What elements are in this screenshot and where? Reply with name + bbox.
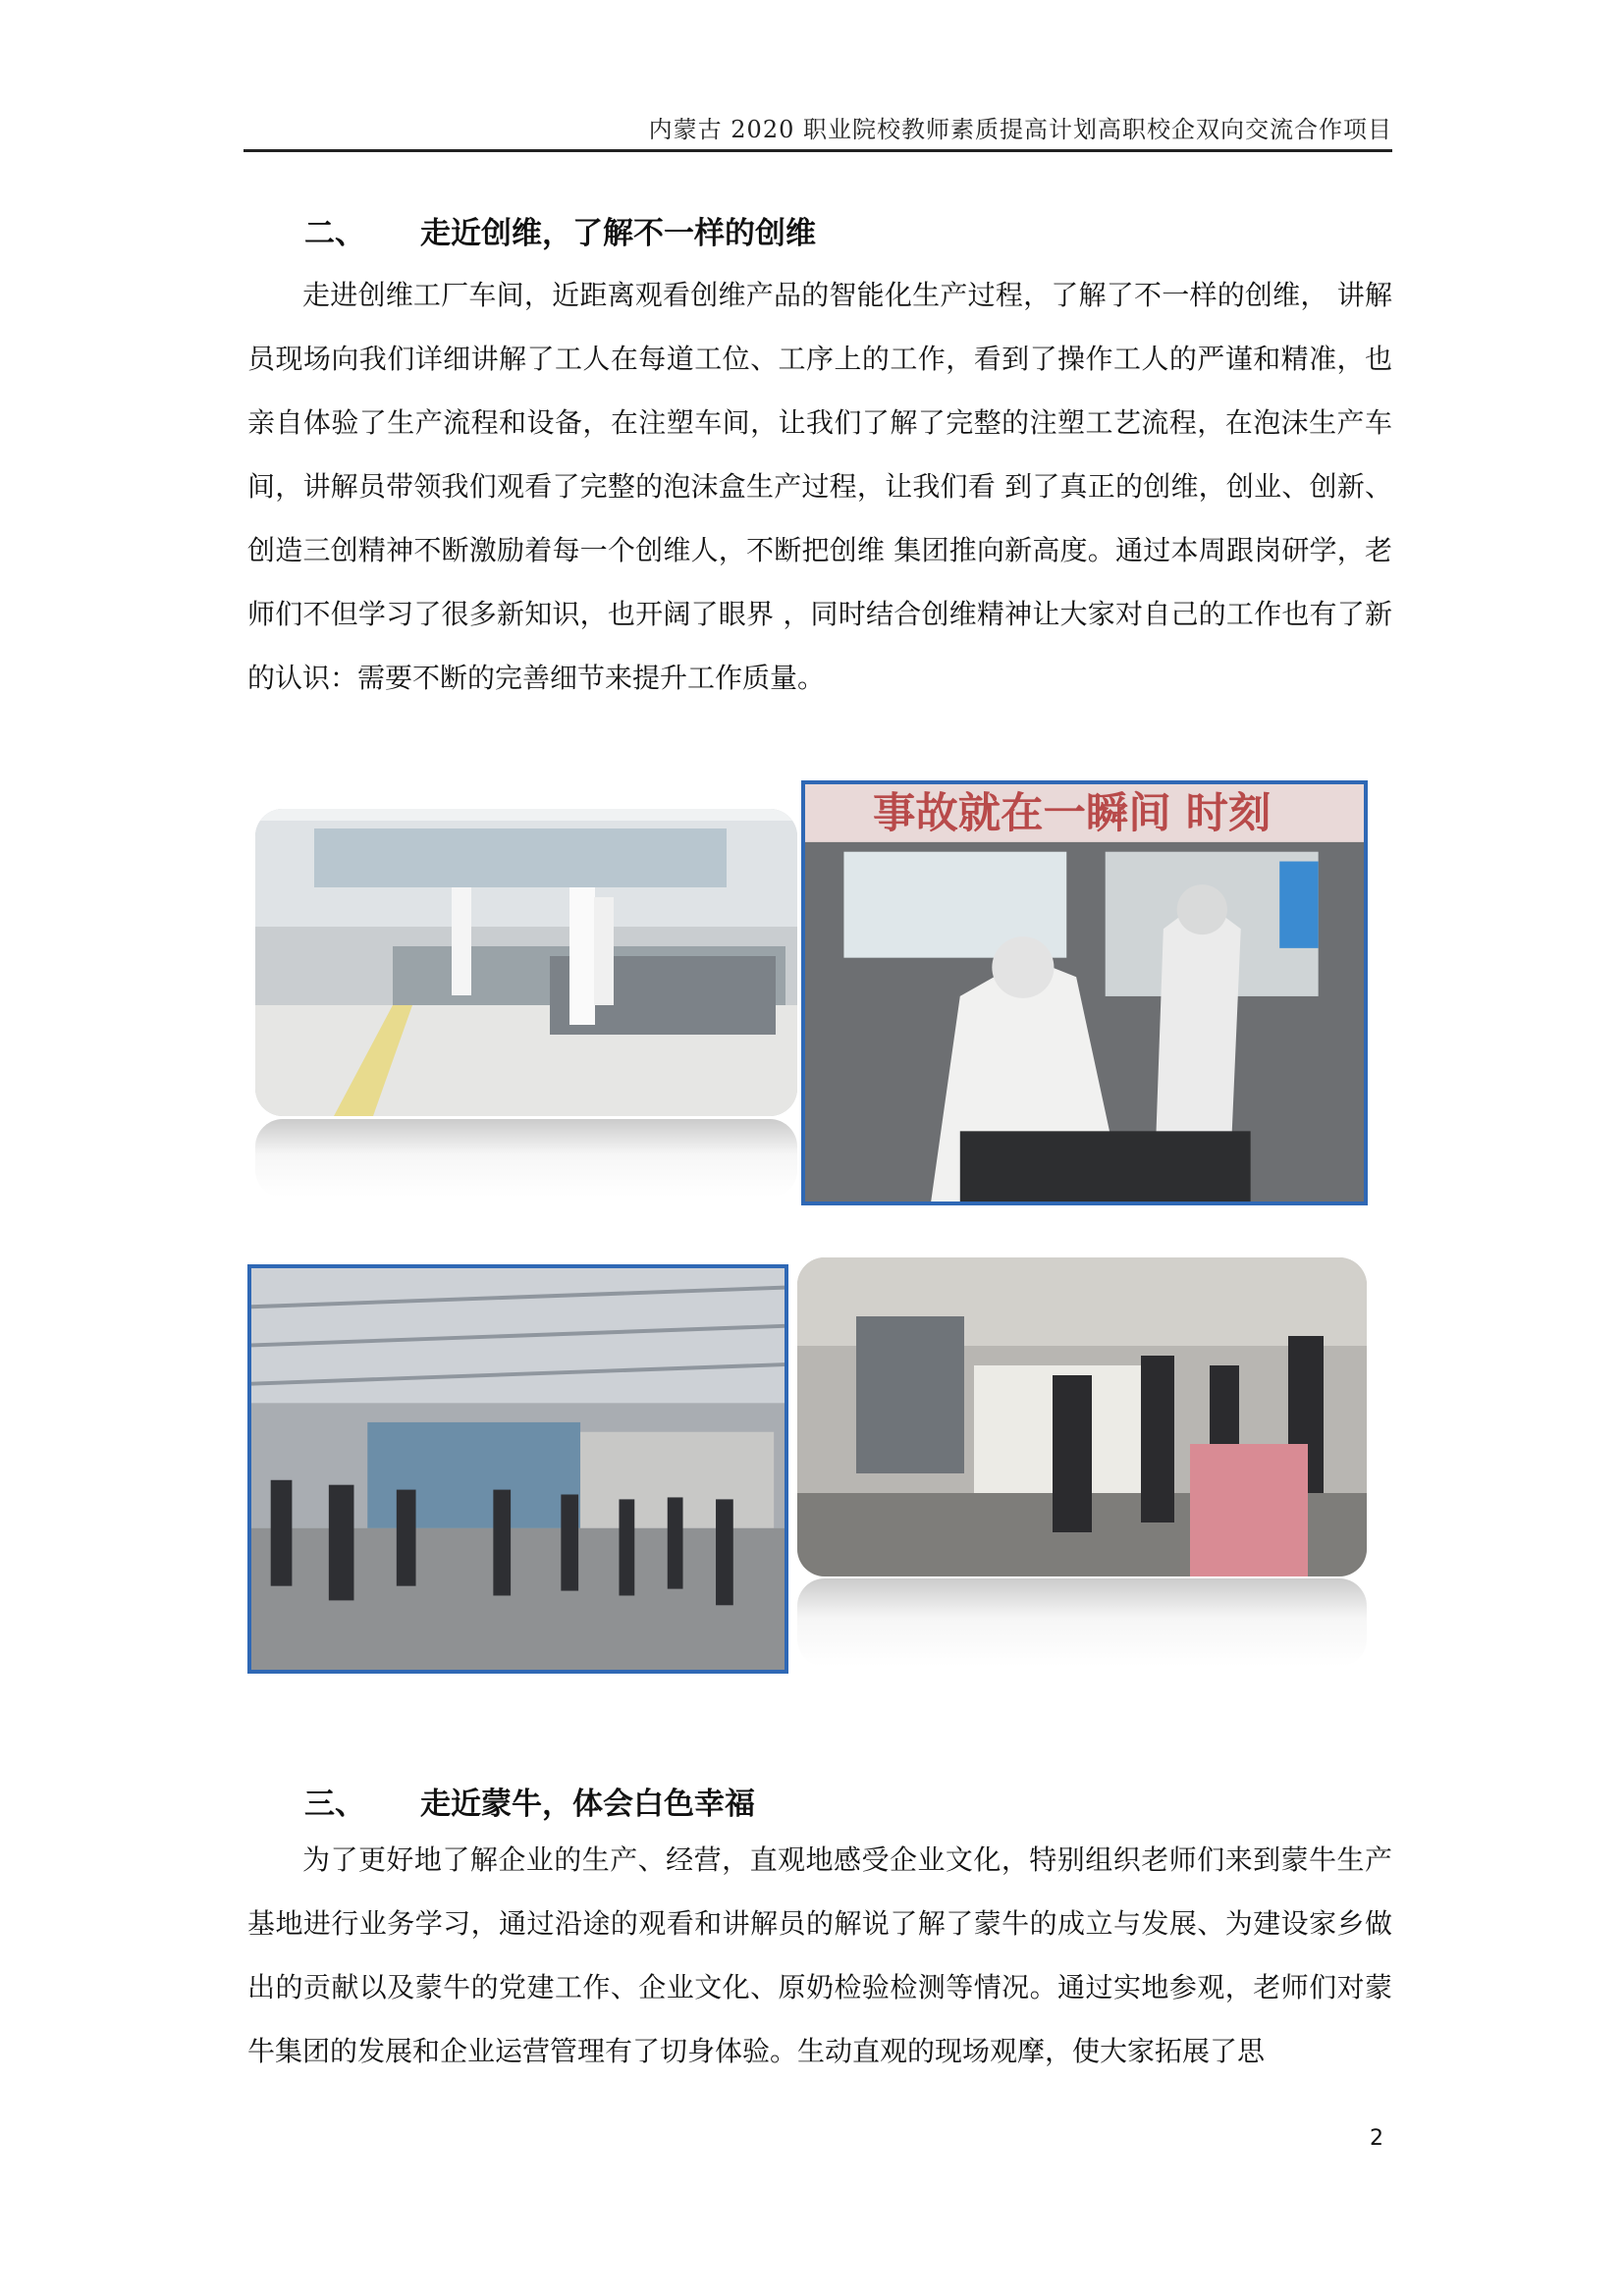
- photo-reflection: [255, 1119, 797, 1198]
- photo-molding-workshop: [247, 1264, 788, 1674]
- section-paragraph-3: 为了更好地了解企业的生产、经营，直观地感受企业文化，特别组织老师们来到蒙牛生产基地进行业务学习，通过沿途的观看和讲解员的解说了解了蒙牛的成立与发展、为建设家乡做出的贡献以及蒙牛的党建工作、企业文化、原奶检验检测等情况。通过实地参观，老师们对蒙牛集团的发展和企业运营管理有了切身体验。生动直观的现场观摩，使大家拓展了思: [247, 1843, 1392, 2067]
- banner-text: 事故就在一瞬间 时刻: [873, 789, 1272, 839]
- section-number: 三、: [304, 1787, 365, 1822]
- section-paragraph-2: 走进创维工厂车间，近距离观看创维产品的智能化生产过程，了解了不一样的创维， 讲解员现场向我们详细讲解了工人在每道工位、工序上的工作，看到了操作工人的严谨和精准，也亲自体验了生产流程和设备，在注塑车间，让我们了解了完整的注塑工艺流程，在泡沫生产车间，讲解员带领我们观看了完整的泡沫盒生产过程，让我们看 到了真正的创维，创业、创新、创造三创精神不断激励着每一个创维人，不断把创维 集团推向新高度。通过本周跟岗研学，老师们不但学习了很多新知识，也开阔了眼界 ，同时结合创维精神让大家对自己的工作也有了新的认识：需要不断的完善细节来提升工作质量。: [247, 279, 1392, 694]
- photo-factory-floor: [255, 809, 797, 1116]
- photo-worker-demo: [801, 780, 1368, 1205]
- page-number: 2: [1370, 2126, 1383, 2151]
- photo-foam-workshop: [797, 1257, 1367, 1576]
- header-rule: [244, 149, 1392, 152]
- section-heading-2: [304, 208, 816, 252]
- section-heading-3: [304, 1779, 755, 1823]
- photo-reflection: [797, 1578, 1367, 1667]
- section-title: 走近蒙牛，体会白色幸福: [420, 1787, 755, 1822]
- section-number: 二、: [304, 216, 365, 251]
- section-title: 走近创维，了解不一样的创维: [420, 216, 816, 251]
- running-header: 内蒙古 2020 职业院校教师素质提高计划高职校企双向交流合作项目: [648, 116, 1392, 143]
